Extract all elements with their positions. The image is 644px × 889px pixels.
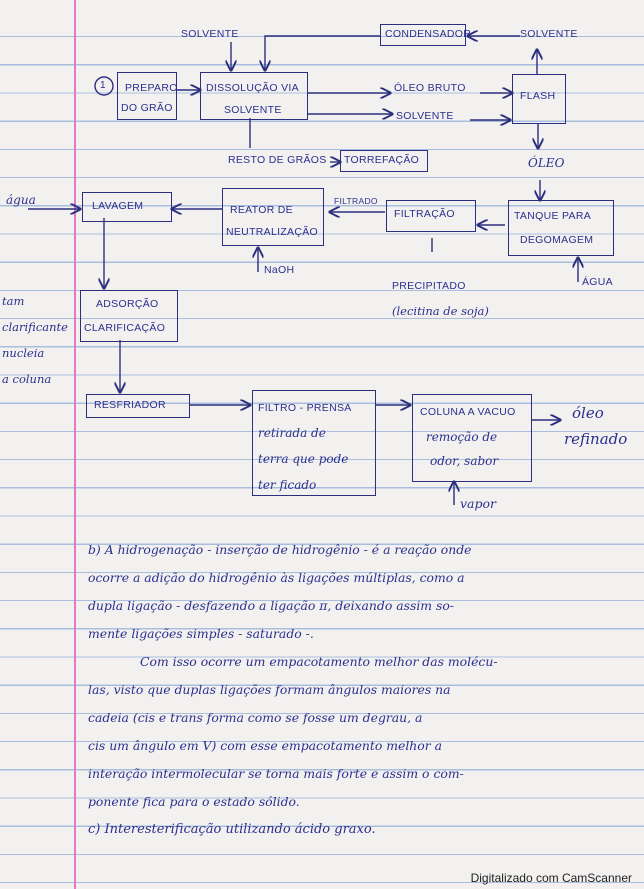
reator-label-2: NEUTRALIZAÇÃO [226,226,318,238]
oleo-bruto-label: ÓLEO BRUTO [394,82,466,94]
filtro-label-4: ter ficado [258,478,317,492]
torrefacao-label: TORREFAÇÃO [344,154,420,166]
solvente-label-left: SOLVENTE [181,28,239,40]
tanque-label-2: DEGOMAGEM [520,234,594,246]
step-number: 1 [100,80,106,91]
oleo-label: ÓLEO [528,156,565,170]
filtrado-label: FILTRADO [334,196,378,206]
answer-b-line-4: mente ligações simples - saturado -. [88,626,314,641]
oleo-refinado-label-1: óleo [572,404,604,422]
precipitado-label: PRECIPITADO [392,280,466,292]
dissolucao-label-1: DISSOLUÇÃO VIA [206,82,299,94]
left-note-3: nucleia [2,346,45,360]
filtracao-label: FILTRAÇÃO [394,208,455,220]
naoh-label: NaOH [264,264,295,276]
precipitado-note: (lecitina de soja) [392,304,489,318]
paragraph-2-line-4: cis um ângulo em V) com esse empacotamento melhor a [88,738,442,753]
reator-label-1: REATOR DE [230,204,293,216]
paragraph-2-line-3: cadeia (cis e trans forma como se fosse um degrau, a [88,710,423,725]
adsorcao-label-1: ADSORÇÃO [96,298,159,310]
paragraph-2-line-2: las, visto que duplas ligações formam ângulos maiores na [88,682,451,697]
lavagem-label: LAVAGEM [92,200,144,212]
condensador-label: CONDENSADOR [385,28,472,40]
adsorcao-label-2: CLARIFICAÇÃO [84,322,166,334]
resto-label: RESTO DE GRÃOS [228,154,327,166]
coluna-label-1: COLUNA A VACUO [420,406,516,418]
tanque-box [508,200,614,256]
coluna-label-2: remoção de [426,430,498,444]
coluna-label-3: odor, sabor [430,454,499,468]
solvente-out-label: SOLVENTE [396,110,454,122]
answer-c-line: c) Interesterificação utilizando ácido graxo. [88,822,376,837]
resfriador-label: RESFRIADOR [94,399,166,411]
left-note-1: tam [2,294,25,308]
agua-right-label: ÁGUA [582,276,613,288]
answer-b-line-3: dupla ligação - desfazendo a ligação π, deixando assim so- [88,598,454,613]
answer-b-line-2: ocorre a adição do hidrogênio às ligações múltiplas, como a [88,570,465,585]
left-note-4: a coluna [2,372,52,386]
dissolucao-label-2: SOLVENTE [224,104,282,116]
agua-left-label: água [6,193,36,207]
left-note-2: clarificante [2,320,68,334]
filtro-label-3: terra que pode [258,452,349,466]
paragraph-2-line-6: ponente fica para o estado sólido. [88,794,300,809]
answer-b-line-1: b) A hidrogenação - inserção de hidrogênio - é a reação onde [88,542,472,557]
tanque-label-1: TANQUE PARA [514,210,592,222]
flash-label: FLASH [520,90,556,102]
solvente-label-right: SOLVENTE [520,28,578,40]
vapor-label: vapor [460,496,497,511]
filtro-label-2: retirada de [258,426,326,440]
oleo-refinado-label-2: refinado [564,430,628,448]
filtro-label-1: FILTRO - PRENSA [258,402,352,414]
paragraph-2-line-5: interação intermolecular se torna mais forte e assim o com- [88,766,464,781]
scanner-watermark: Digitalizado com CamScanner [470,871,632,885]
paragraph-2-line-1: Com isso ocorre um empacotamento melhor das molécu- [140,654,498,669]
preparo-label-1: PREPARO [125,82,178,94]
preparo-label-2: DO GRÃO [121,102,173,114]
